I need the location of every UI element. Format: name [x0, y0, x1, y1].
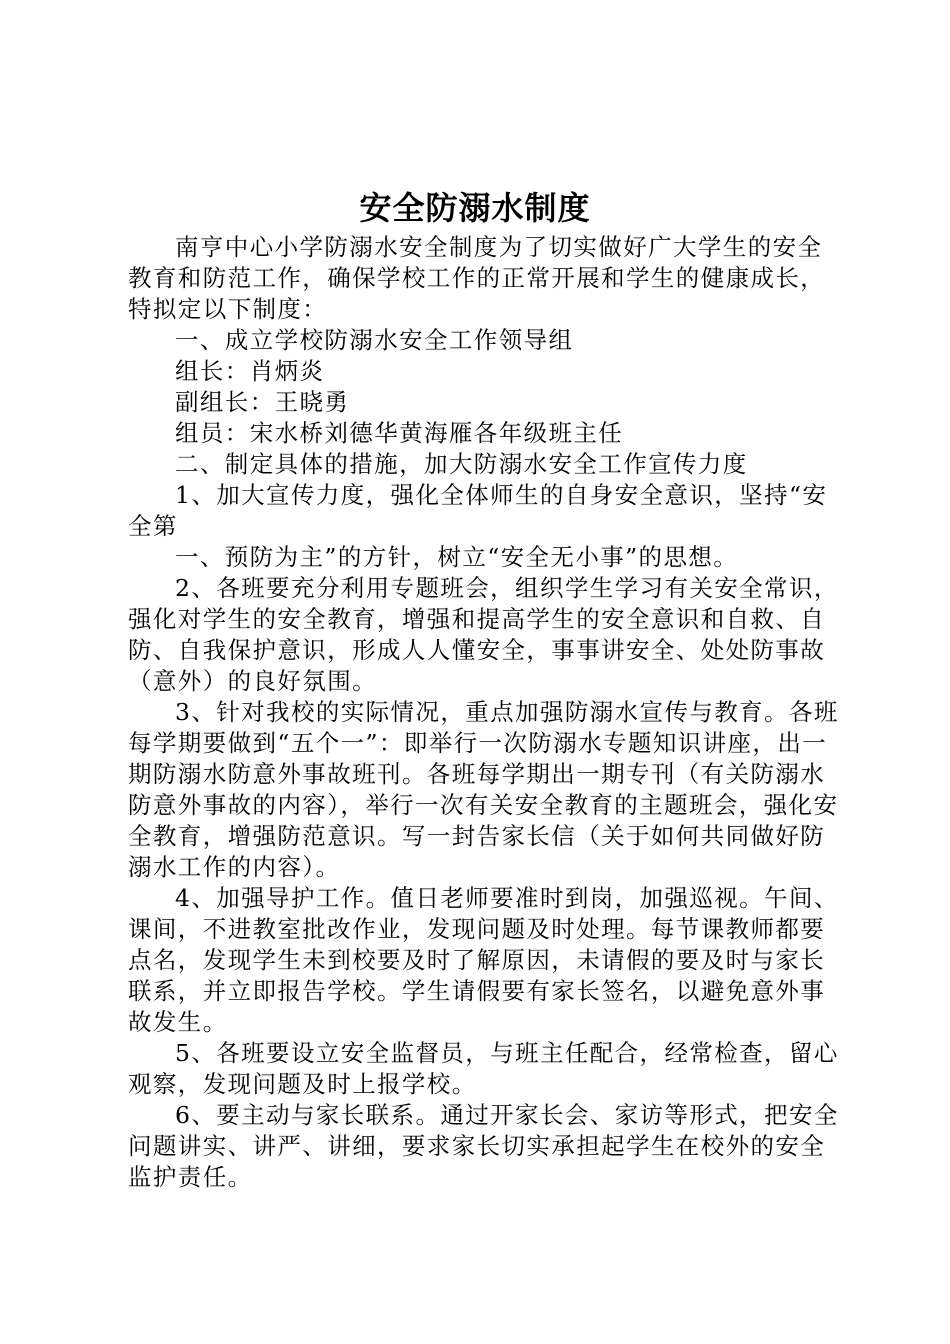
- paragraph-group-members: 组员：宋水桥刘德华黄海雁各年级班主任: [175, 419, 624, 447]
- paragraph-item-5: 5、各班要设立安全监督员，与班主任配合，经常检查，留心观察，发现问题及时上报学校。: [128, 1039, 839, 1098]
- paragraph-item-4: 4、加强导护工作。值日老师要准时到岗，加强巡视。午间、课间，不进教室批改作业，发现问题及时处理。每节课教师都要点名，发现学生未到校要及时了解原因，未请假的要及时与家长联系，并立即报告学校。学生请假要有家长签名，以避免意外事故发生。: [128, 884, 839, 1036]
- paragraph-item-6: 6、要主动与家长联系。通过开家长会、家访等形式，把安全问题讲实、讲严、讲细，要求家长切实承担起学生在校外的安全监护责任。: [128, 1101, 839, 1191]
- paragraph-section-1-heading: 一、成立学校防溺水安全工作领导组: [175, 326, 574, 354]
- paragraph-deputy-leader: 副组长：王晓勇: [175, 388, 350, 416]
- paragraph-intro: 南亨中心小学防溺水安全制度为了切实做好广大学生的安全教育和防范工作，确保学校工作的正常开展和学生的健康成长，特拟定以下制度：: [128, 233, 826, 323]
- paragraph-item-2: 2、各班要充分利用专题班会，组织学生学习有关安全常识，强化对学生的安全教育，增强和提高学生的安全意识和自救、自防、自我保护意识，形成人人懂安全，事事讲安全、处处防事故（意外）的良好氛围。: [128, 574, 839, 695]
- paragraph-item-1-continued: 一、预防为主”的方针，树立“安全无小事”的思想。: [175, 543, 739, 571]
- paragraph-section-2-heading: 二、制定具体的措施，加大防溺水安全工作宣传力度: [175, 450, 748, 478]
- document-body: [128, 232, 840, 1193]
- document-title: 安全防溺水制度: [359, 189, 591, 227]
- paragraph-group-leader: 组长：肖炳炎: [175, 357, 325, 385]
- paragraph-item-3: 3、针对我校的实际情况，重点加强防溺水宣传与教育。各班每学期要做到“五个一”：即举行一次防溺水专题知识讲座，出一期防溺水防意外事故班刊。各班每学期出一期专刊（有关防溺水防意外事故的内容），举行一次有关安全教育的主题班会，强化安全教育，增强防范意识。写一封告家长信（关于如何共同做好防溺水工作的内容）。: [128, 698, 839, 881]
- paragraph-item-1: 1、加大宣传力度，强化全体师生的自身安全意识，坚持“安全第: [128, 481, 828, 540]
